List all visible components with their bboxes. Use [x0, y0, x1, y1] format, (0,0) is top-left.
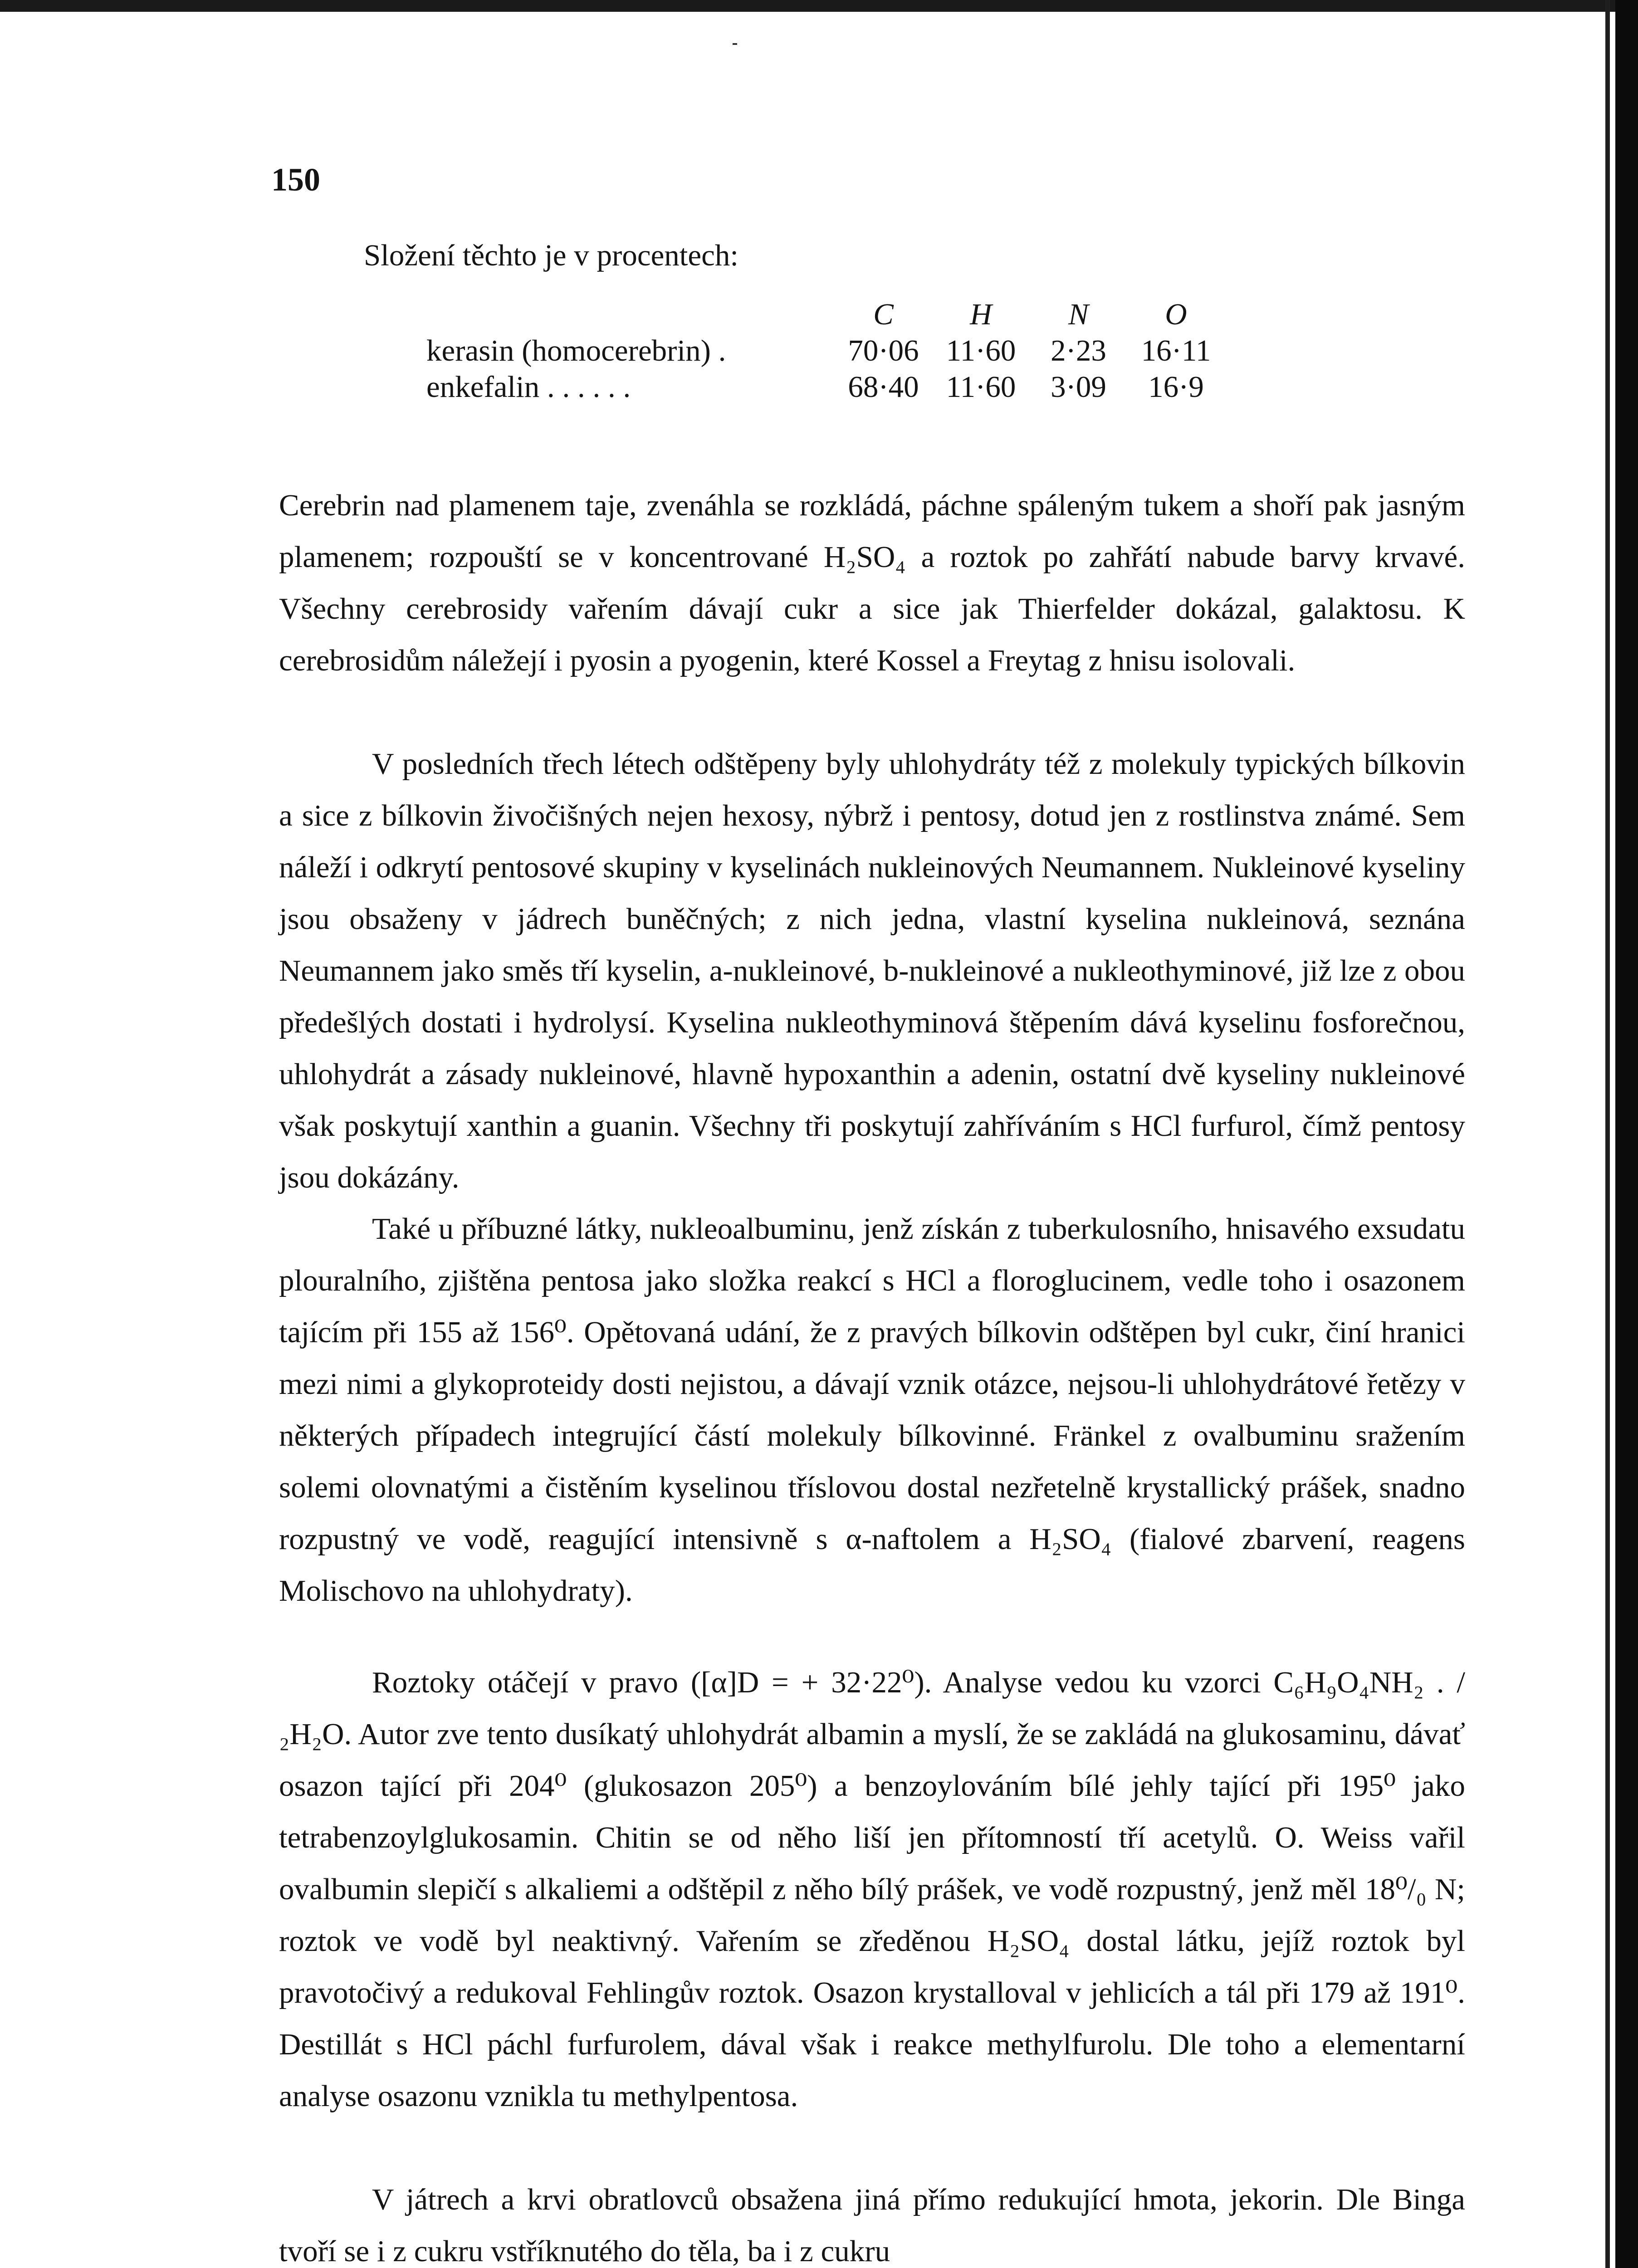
cell-c: 70·06	[848, 334, 919, 367]
column-header-o: O	[1165, 298, 1187, 331]
cell-n: 3·09	[1051, 370, 1106, 404]
paragraph-pentoses: V posledních třech létech odštěpeny byly uhlohydráty též z molekuly typických bílkovin a sice z bílkovin živočišných nejen hexosy, nýbrž i pentosy, dotud jen z rostlinstva známé. Sem náleží i odkrytí pentosové skupiny v kyselinách nukleinových Neumannem. Nukleinové kyseliny jsou obsaženy v jádrech buněčných; z nich jedna, vlastní kyselina nukleinová, seznána Neumannem jako směs tří kyselin, a-nukleinové, b-nukleinové a nukleothyminové, již lze z obou předešlých dostati i hydrolysí. Kyselina nukleothyminová štěpením dává kyselinu fosforečnou, uhlohydrát a zásady nukleinové, hlavně hypoxanthin a adenin, ostatní dvě kyseliny nukleinové však poskytují xanthin a guanin. Všechny tři poskytují zahříváním s HCl furfurol, čímž pentosy jsou dokázány.	[279, 747, 1465, 1194]
cell-n: 2·23	[1051, 334, 1106, 367]
paragraph-cerebrin: Cerebrin nad plamenem taje, zvenáhla se rozkládá, páchne spáleným tukem a shoří pak jasným plamenem; rozpouští se v koncentrované H₂SO₄ a roztok po zahřátí nabude barvy krvavé. Všechny cerebrosidy vařením dávají cukr a sice jak Thierfelder dokázal, galaktosu. K cerebrosidům náležejí i pyosin a pyogenin, které Kossel a Freytag z hnisu isolovali.	[279, 489, 1465, 677]
cell-h: 11·60	[946, 334, 1016, 367]
scan-speck	[733, 43, 737, 45]
column-header-n: N	[1068, 298, 1089, 331]
column-header-c: C	[873, 298, 894, 331]
cell-o: 16·11	[1141, 334, 1211, 367]
paragraph-jecorin: V játrech a krvi obratlovců obsažena jiná přímo redukující hmota, jekorin. Dle Binga tvoří se i z cukru vstříknutého do těla, ba i z cukru	[279, 2183, 1465, 2268]
scan-border-right	[1615, 0, 1638, 2268]
composition-table	[426, 297, 1225, 406]
scan-border-right-inner	[1605, 0, 1610, 2268]
cell-c: 68·40	[848, 370, 919, 404]
cell-h: 11·60	[946, 370, 1016, 404]
paragraph-albamin: Roztoky otáčejí v pravo ([α]D = + 32·22⁰). Analyse vedou ku vzorci C₆H₉O₄NH₂ . /₂H₂O. Autor zve tento dusíkatý uhlohydrát albamin a myslí, že se zakládá na glukosaminu, dávať osazon tající při 204⁰ (glukosazon 205⁰) a benzoylováním bílé jehly tající při 195⁰ jako tetrabenzoylglukosamin. Chitin se od něho liší jen přítomností tří acetylů. O. Weiss vařil ovalbumin slepičí s alkaliemi a odštěpil z něho bílý prášek, ve vodě rozpustný, jenž měl 18⁰/₀ N; roztok ve vodě byl neaktivný. Vařením se zředěnou H₂SO₄ dostal látku, jejíž roztok byl pravotočivý a redukoval Fehlingův roztok. Osazon krystalloval v jehlicích a tál při 179 až 191⁰. Destillát s HCl páchl furfurolem, dával však i reakce methylfurolu. Dle toho a elementarní analyse osazonu vznikla tu methylpentosa.	[279, 1666, 1465, 2113]
column-header-h: H	[970, 298, 992, 331]
page-number: 150	[271, 161, 320, 198]
row-name: kerasin (homocerebrin) .	[426, 334, 726, 367]
row-name: enkefalin . . . . . .	[426, 370, 631, 404]
table-row	[426, 370, 1225, 406]
cell-o: 16·9	[1148, 370, 1204, 404]
scan-border-top	[0, 0, 1638, 12]
composition-header-row	[426, 297, 1225, 333]
paragraph-nucleoalbumin: Také u příbuzné látky, nukleoalbuminu, jenž získán z tuberkulosního, hnisavého exsudatu plouralního, zjištěna pentosa jako složka reakcí s HCl a floroglucinem, vedle toho i osazonem tajícím při 155 až 156⁰. Opětovaná udání, že z pravých bílkovin odštěpen byl cukr, činí hranici mezi nimi a glykoproteidy dosti nejistou, a dávají vznik otázce, nejsou-li uhlohydrátové řetězy v některých případech integrující částí molekuly bílkovinné. Fränkel z ovalbuminu sražením solemi olovnatými a čistěním kyselinou tříslovou dostal nezřetelně krystallický prášek, snadno rozpustný ve vodě, reagující intensivně s α-naftolem a H₂SO₄ (fialové zbarvení, reagens Molischovo na uhlohydraty).	[279, 1212, 1465, 1608]
composition-intro: Složení těchto je v procentech:	[364, 239, 739, 272]
table-row	[426, 333, 1225, 370]
